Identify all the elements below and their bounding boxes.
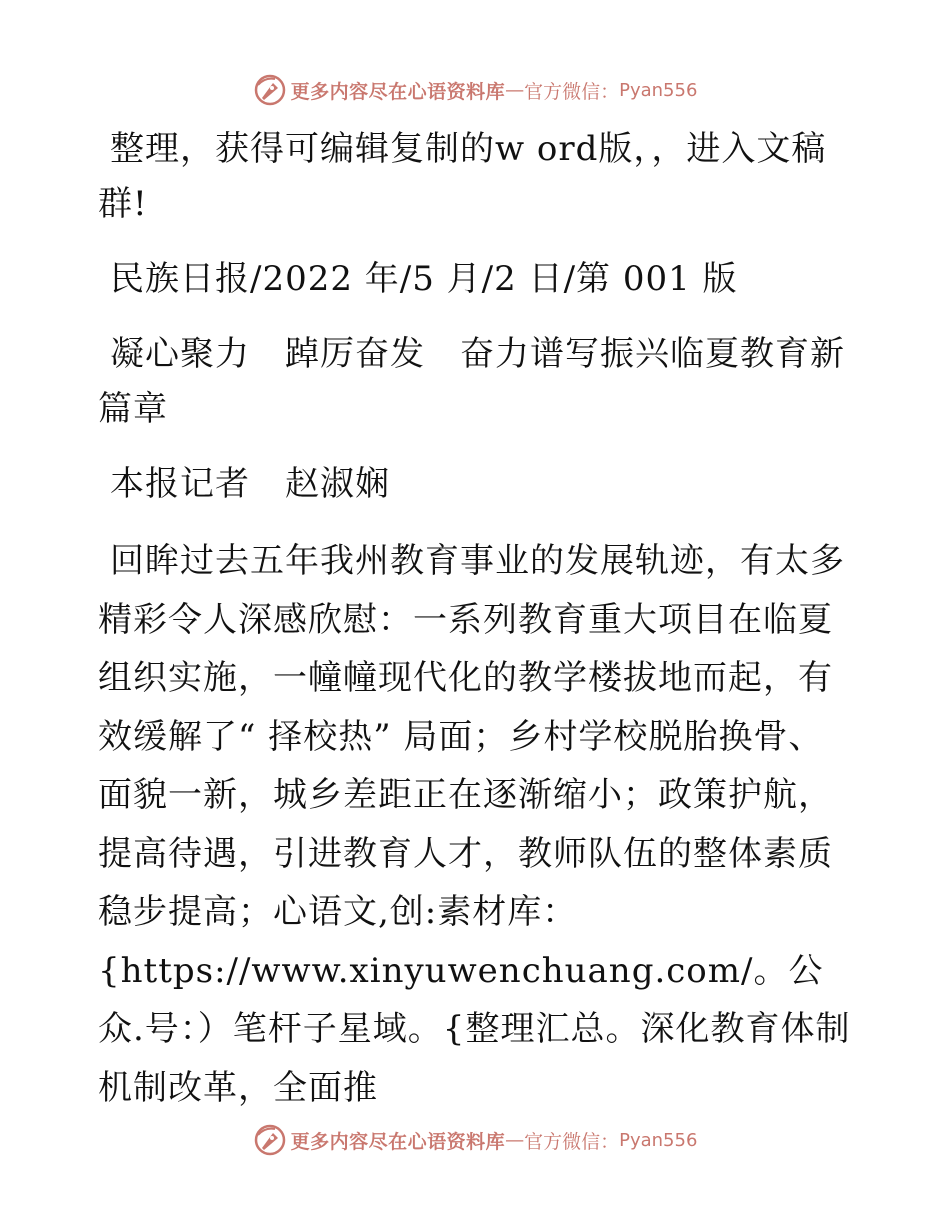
intro-paragraph: 整理，获得可编辑复制的w ord版，，进入文稿群! xyxy=(98,129,827,224)
top-watermark-banner xyxy=(0,70,950,110)
document-body xyxy=(98,122,858,1137)
dateline-paragraph: 民族日报/2022 年/5 月/2 日/第 001 版 xyxy=(110,259,738,299)
banner-separator: — xyxy=(505,1129,525,1151)
body-paragraph: 回眸过去五年我州教育事业的发展轨迹，有太多精彩令人深感欣慰：一系列教育重大项目在临夏组织实施，一幢幢现代化的教学楼拔地而起，有效缓解了“ 择校热” 局面；乡村学校脱胎换骨、面貌一新，城乡差距正在逐渐缩小；政策护航，提高待遇，引进教育人才，教师队伍的整体素质稳步提高；心语文,创:素材库：{https://www.xinyuwenchuang.com/。公众.号：）笔杆子星域。{整理汇总。深化教育体制机制改革，全面推 xyxy=(98,541,851,1108)
banner-wechat-label: 官方微信： xyxy=(524,80,620,103)
banner-main-text: 更多内容尽在心语资料库 xyxy=(290,1130,506,1153)
pen-nib-logo-icon xyxy=(253,73,287,107)
bottom-watermark-banner xyxy=(0,1120,950,1160)
banner-wechat-label: 官方微信： xyxy=(524,1130,620,1153)
banner-separator: — xyxy=(505,79,525,101)
banner-wechat-id: Pyan556 xyxy=(619,1129,698,1151)
banner-wechat-id: Pyan556 xyxy=(619,79,698,101)
byline-paragraph: 本报记者 赵淑娴 xyxy=(110,464,390,504)
headline-paragraph: 凝心聚力 踔厉奋发 奋力谱写振兴临夏教育新篇章 xyxy=(98,334,845,429)
pen-nib-logo-icon xyxy=(253,1123,287,1157)
banner-main-text: 更多内容尽在心语资料库 xyxy=(290,80,506,103)
